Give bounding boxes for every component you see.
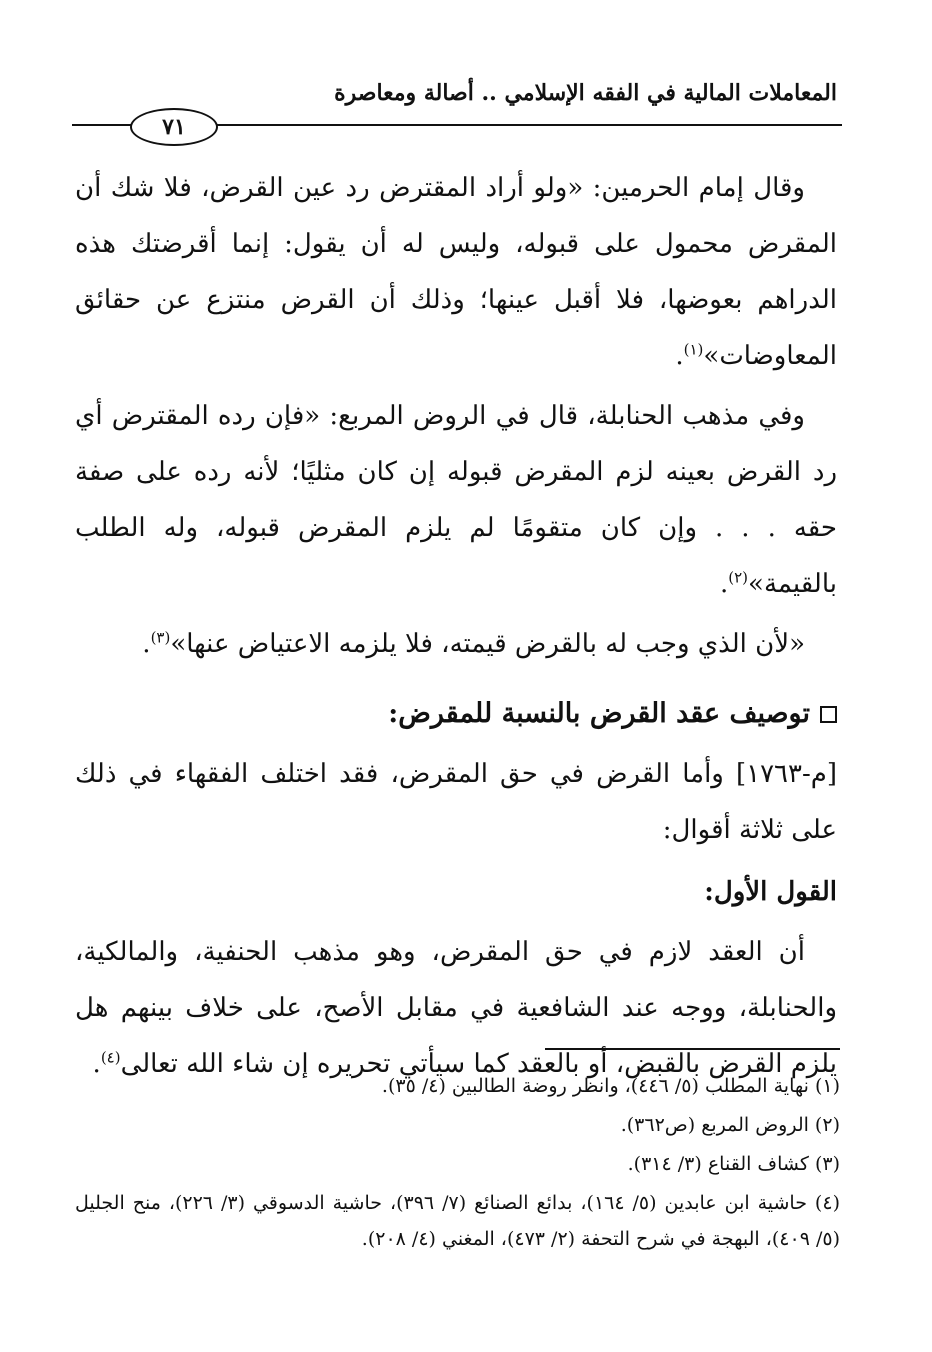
- footnote-3: (٣) كشاف القناع (٣/ ٣١٤).: [627, 1153, 840, 1175]
- main-text: [75, 160, 837, 1096]
- sub-heading: القول الأول:: [704, 877, 837, 907]
- running-title: المعاملات المالية في الفقه الإسلامي .. أصالة ومعاصرة: [334, 80, 837, 106]
- footnote-ref-1: (١): [683, 340, 704, 359]
- section-heading-text: توصيف عقد القرض بالنسبة للمقرض:: [388, 698, 810, 729]
- paragraph-text: [م-١٧٦٣] وأما القرض في حق المقرض، فقد اختلف الفقهاء في ذلك على ثلاثة أقوال:: [75, 759, 837, 845]
- paragraph-text: وفي مذهب الحنابلة، قال في الروض المربع: «فإن رده المقترض أي رد القرض بعينه لزم المقرض قبوله إن كان مثليًا؛ لأنه رده على صفة حقه . . . وإن كان متقومًا لم يلزم المقرض قبوله، وله الطلب بالقيمة»: [75, 401, 837, 599]
- paragraph-quote: [75, 616, 837, 672]
- footnote-ref-2: (٢): [728, 568, 749, 587]
- paragraph-text: «لأن الذي وجب له بالقرض قيمته، فلا يلزمه الاعتياض عنها»: [170, 629, 805, 659]
- footnote-4: (٤) حاشية ابن عابدين (٥/ ١٦٤)، بدائع الصنائع (٧/ ٣٩٦)، حاشية الدسوقي (٣/ ٢٢٦)، منح الجليل (٥/ ٤٠٩)، البهجة في شرح التحفة (٢/ ٤٧٣)، المغني (٤/ ٢٠٨).: [75, 1192, 840, 1250]
- paragraph-hanabila: [75, 388, 837, 612]
- square-bullet-icon: [820, 706, 837, 723]
- footnotes: [75, 1068, 840, 1260]
- paragraph-issue: [75, 746, 837, 858]
- page-number: ٧١: [130, 108, 218, 146]
- period-mark: .: [92, 1049, 101, 1079]
- footnote-2: (٢) الروض المربع (ص٣٦٢).: [620, 1114, 840, 1136]
- paragraph-text: وقال إمام الحرمين: «ولو أراد المقترض رد عين القرض، فلا شك أن المقرض محمول على قبوله، وليس له أن يقول: إنما أقرضتك هذه الدراهم بعوضها، فلا أقبل عينها؛ وذلك أن القرض منتزع عن حقائق المعاوضات»: [75, 173, 837, 371]
- footnote-ref-4: (٤): [100, 1048, 121, 1067]
- footnote-ref-3: (٣): [150, 628, 171, 647]
- section-heading: [75, 686, 837, 742]
- footnote-1: (١) نهاية المطلب (٥/ ٤٤٦)، وانظر روضة الطالبين (٤/ ٣٥).: [381, 1075, 840, 1097]
- period-mark: .: [719, 569, 729, 599]
- footnote-rule: [545, 1048, 840, 1050]
- period-mark: .: [675, 341, 684, 371]
- paragraph-imam-haramayn: [75, 160, 837, 384]
- paragraph-text: أن العقد لازم في حق المقرض، وهو مذهب الحنفية، والمالكية، والحنابلة، ووجه عند الشافعية في مقابل الأصح، على خلاف بينهم هل يلزم القرض بالقبض، أو بالعقد كما سيأتي تحريره إن شاء الله تعالى: [75, 937, 837, 1079]
- paragraph-first-opinion: [75, 924, 837, 1092]
- period-mark: .: [142, 629, 151, 659]
